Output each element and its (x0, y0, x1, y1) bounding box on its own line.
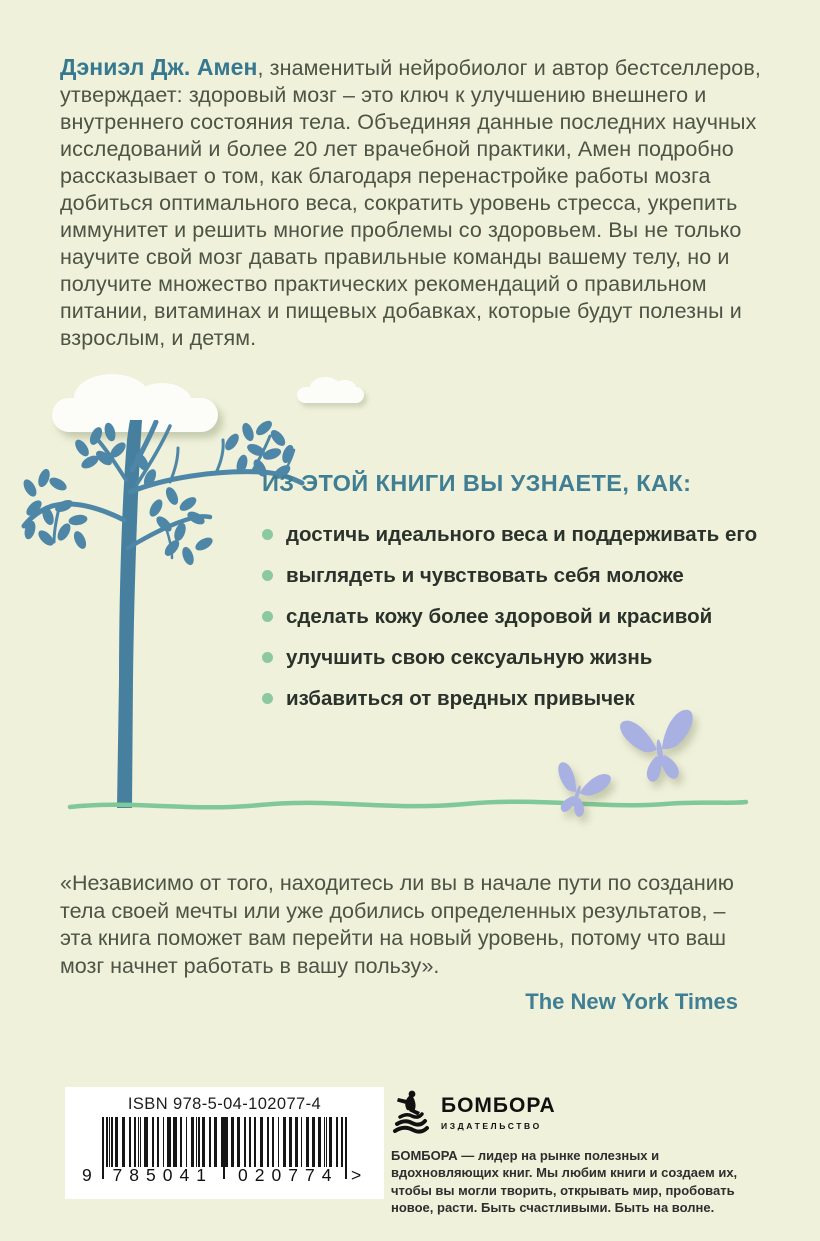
barcode-panel (65, 1087, 384, 1199)
review-quote: «Независимо от того, находитесь ли вы в начале пути по созданию тела своей мечты или уже добились определенных результатов, – эта книга поможет вам перейти на новый уровень, потому что ваш мозг начнет работать в вашу пользу». (60, 871, 734, 978)
feature-item: улучшить свою сексуальную жизнь (262, 643, 768, 672)
bullet-dot-icon (262, 529, 273, 540)
butterfly-icon (546, 759, 613, 822)
features-block (262, 470, 768, 725)
bullet-dot-icon (262, 652, 273, 663)
press-review-block (60, 870, 762, 1015)
bullet-dot-icon (262, 570, 273, 581)
feature-item: сделать кожу более здоровой и красивой (262, 602, 768, 631)
barcode-bars (106, 1117, 345, 1167)
barcode-digits: 9 785041 020774 > (82, 1165, 362, 1185)
annotation-text: , знаменитый нейробиолог и автор бестселлеров, утверждает: здоровый мозг – это ключ к улучшению внешнего и внутреннего состояния тела. Объединяя данные последних научных исследований и более 20 лет врачебной практики, Амен подробно рассказывает о том, как благодаря перенастройке работы мозга добиться оптимального веса, сократить уровень стресса, укрепить иммунитет и решить многие проблемы со здоровьем. Вы не только научите свой мозг давать правильные команды вашему телу, но и получите множество практических рекомендаций о правильном питании, витаминах и пищевых добавках, которые будут полезны и взрослым, и детям. (60, 56, 761, 350)
bullet-dot-icon (262, 611, 273, 622)
features-list (262, 520, 768, 713)
annotation-paragraph (60, 54, 764, 352)
feature-item: выглядеть и чувствовать себя моложе (262, 561, 768, 590)
feature-item: достичь идеального веса и поддерживать его (262, 520, 768, 549)
publisher-name: БОМБОРА (441, 1094, 556, 1117)
features-heading: ИЗ ЭТОЙ КНИГИ ВЫ УЗНАЕТЕ, КАК: (262, 470, 692, 496)
bombora-logo-icon (391, 1088, 431, 1135)
bullet-dot-icon (262, 693, 273, 704)
publisher-subtitle: ИЗДАТЕЛЬСТВО (441, 1121, 542, 1131)
tree-leaves (21, 420, 296, 567)
isbn-label: ISBN 978-5-04-102077-4 (127, 1095, 322, 1113)
cloud-icon (297, 387, 364, 403)
author-name: Дэниэл Дж. Амен (60, 54, 258, 80)
feature-item: избавиться от вредных привычек (262, 684, 768, 713)
ean13-barcode (82, 1117, 367, 1195)
publisher-block (391, 1088, 791, 1216)
review-source: The New York Times (525, 989, 738, 1014)
publisher-description: БОМБОРА — лидер на рынке полезных и вдохновляющих книг. Мы любим книги и создаем их, чтобы вы могли творить, открывать мир, пробовать новое, расти. Быть счастливыми. Быть на волне. (391, 1148, 738, 1215)
